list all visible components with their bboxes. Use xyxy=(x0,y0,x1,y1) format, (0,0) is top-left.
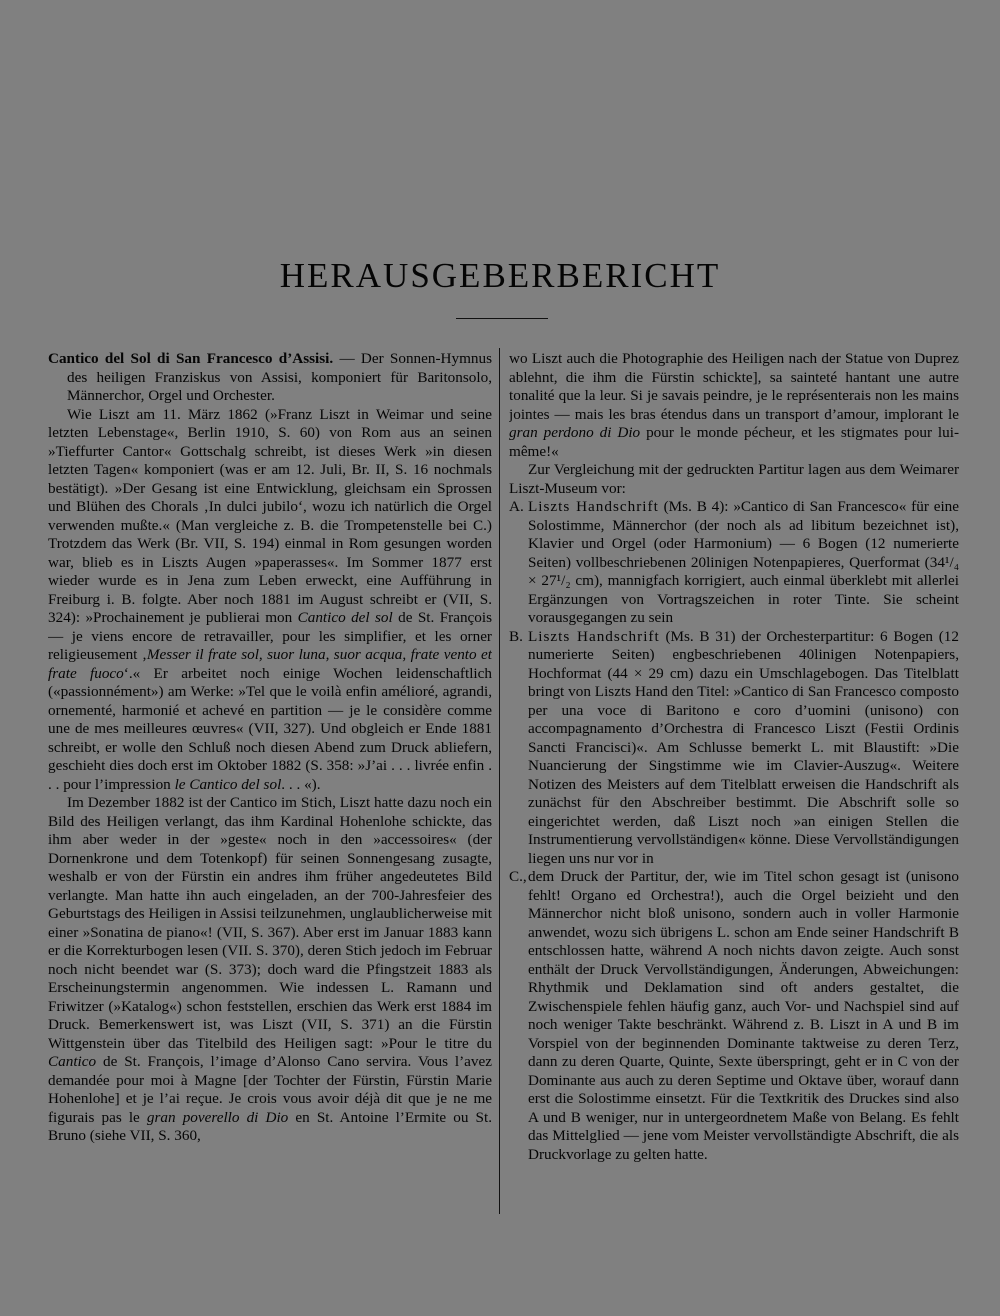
right-column xyxy=(509,350,959,1225)
item-b-text: (Ms. B 31) der Orchesterpartitur: 6 Bogen (12 numerierte Seiten) engbeschriebenen 40linigen Notenpapiers, Hochformat (44 × 29 cm) dazu ein Umschlagebogen. Das Titelblatt bringt von Liszts Hand den Titel: »Cantico di San Francesco composto per una voce di Baritono e coro d’uomini (unisono) con accompagnamento d’Orchestra di Francesco Liszt (Festii Ordinis Sancti Francisci)«. Am Schlusse bemerkt L. mit Blaustift: »Die Nuancierung der Singstimme wie im Clavier-Auszug«. Weitere Notizen des Meisters auf dem Titelblatt erweisen die Handschrift als zunächst für den Abschreiber bestimmt. Die Abschrift solle so eingerichtet werden, daß Liszt noch »an einigen Stellen die Instrumentierung vervollständigen« könne. Diese Vervollständigungen liegen uns nur vor in xyxy=(528,627,959,867)
item-a-text: (Ms. B 4): »Cantico di San Francesco« für eine Solostimme, Männerchor (der noch als ad libitum bezeichnet ist), Klavier und Orgel (oder Harmonium) — 6 Bogen (12 numerierte Seiten) vollbeschriebenen 20linigen Notenpapieres, Querformat (34¹/₄ × 27¹/₂ cm), mannigfach korrigiert, auch einmal überklebt mit allerlei Ergänzungen von Vortragszeichen in roter Tinte. Sie scheint vorausgegangen zu sein xyxy=(528,498,959,626)
title-rule xyxy=(456,318,548,319)
right-paragraph-2: Zur Vergleichung mit der gedruckten Partitur lagen aus dem Weimarer Liszt-Museum vor: xyxy=(509,461,959,497)
italic-title: Cantico del sol xyxy=(297,609,393,626)
section-heading: Cantico del Sol di San Francesco d’Assisi. xyxy=(48,350,334,367)
italic-title-2: le Cantico del sol xyxy=(174,775,282,793)
right-p1-text: wo Liszt auch die Photographie des Heiligen nach der Statue von Duprez ablehnt, die ihm die Fürstin schickte], sa sainteté hantant une autre tonalité que la leur. Si je savais peindre, je le représenterais non les mains jointes — mais les bras étendus dans un transport d’amour, implorant le xyxy=(509,350,959,423)
paragraph-3-text-b: de St. François, l’image d’Alonso Cano servira. Vous l’avez demandée pour moi à Magne [der Tochter der Fürstin, Fürstin Marie Hohenlohe] et je l’ai reçue. Je crois vous avoir déjà dit que je ne me figurais pas le xyxy=(48,1053,492,1126)
item-a-title: Liszts Handschrift xyxy=(528,498,659,515)
page-title: HERAUSGEBERBERICHT xyxy=(279,256,721,295)
paragraph-2-text-d: . . . «). xyxy=(281,775,321,793)
source-item-c xyxy=(509,868,959,1164)
column-divider xyxy=(499,348,500,1214)
item-letter-b: B. xyxy=(509,627,523,645)
italic-poverello: gran poverello di Dio xyxy=(146,1108,289,1126)
paragraph-2-text: Wie Liszt am 11. März 1862 (»Franz Liszt in Weimar und seine letzten Lebenstage«, Berlin 1910, S. 60) von Rom aus an seinen »Tieffurter Cantor« Gottschalg schreibt, ist dieses Werk »in diesen letzten Tagen« komponiert (was er am 12. Juli, Br. II, S. 16 nochmals bestätigt). »Der Gesang ist eine Entwicklung, gleichsam ein Sprossen und Blühen des Chorals ‚In dulci jubilo‘, wozu ich natürlich die Orgel verwenden mußte.« (Man vergleiche z. B. die Trompetenstelle bei C.) Trotzdem das Werk (Br. VII, S. 194) einmal in Rom gesungen worden war, blieb es in Liszts Augen »paperasses«. Im Sommer 1877 erst wieder wurde es in Jena zum Leben erweckt, eine Aufführung in Freiburg i. B. folgte. Aber noch 1881 im August schreibt er (VII, S. 324): »Prochainement je publierai mon xyxy=(48,405,492,626)
paragraph-2-text-b: de St. François — je viens encore de retravailler, pour les simplifier, et les orner religieusement ‚ xyxy=(48,609,492,663)
item-letter-c: C., xyxy=(509,868,527,885)
paragraph-3-text-c: en St. Antoine l’Ermite ou St. Bruno (siehe VII, S. 360, xyxy=(48,1108,492,1144)
source-item-b xyxy=(509,628,959,869)
paragraph-2 xyxy=(48,406,492,795)
italic-cantico: Cantico xyxy=(48,1053,97,1070)
item-letter-a: A. xyxy=(509,498,524,515)
paragraph-3-text: Im Dezember 1882 ist der Cantico im Stich, Liszt hatte dazu noch ein Bild des Heiligen verlangt, das ihm Kardinal Hohenlohe schickte, das ihm aber weder in der »geste« noch in den »accessoires« (der Dornenkrone und dem Totenkopf) für seinen Sonnengesang zusagte, weshalb er von der Fürstin ein andres ihm früher angedeutetes Bild verlangte. Man hatte ihn auch eingeladen, an der 700-Jahresfeier des Geburtstags des Heiligen in Assisi teilzunehmen, unglaublicherweise mit einer »Sonatina de piano«! (VII, S. 367). Aber erst im Januar 1883 kann er die Korrekturbogen lesen (VII. S. 370), deren Stich jedoch im Februar noch nicht beendet war (S. 373); doch ward die Pfingstzeit 1883 als Erscheinungstermin angenommen. Wie indessen L. Ramann und Friwitzer (»Katalog«) schon feststellen, erschien das Werk erst 1884 im Druck. Bemerkenswert ist, was Liszt (VII, S. 371) an die Fürstin Wittgenstein über das Titelbild des Heiligen sagt: »Pour le titre du xyxy=(48,794,492,1052)
right-paragraph-1 xyxy=(509,350,959,461)
italic-perdono: gran perdono di Dio xyxy=(509,424,641,441)
intro-paragraph xyxy=(48,350,492,406)
paragraph-2-text-c: ‘.« Er arbeitet noch einige Wochen leidenschaftlich («passionnément») am Werke: »Tel que le voilà enfin amélioré, agrandi, ornementé, harmonié et achevé en partition — je le considère comme une de mes meilleures œuvres« (VII, 327). Und obgleich er Ende 1881 schreibt, er wolle den Schluß noch diesen Abend zum Druck abliefern, geschieht dies doch erst im Oktober 1882 (S. 358: »J’ai . . . livrée enfin . . . pour l’impression xyxy=(48,664,492,793)
intro-text: — Der Sonnen-Hymnus des heiligen Franziskus von Assisi, komponiert für Baritonsolo, Männerchor, Orgel und Orchester. xyxy=(67,350,492,404)
right-p1-text-b: pour le monde pécheur, et les stigmates pour lui-même!« xyxy=(509,424,959,460)
item-b-title: Liszts Handschrift xyxy=(528,627,660,645)
left-column xyxy=(48,350,492,1225)
item-c-text: dem Druck der Partitur, der, wie im Titel schon gesagt ist (unisono fehlt! Organo ed Orchestra!), auch die Orgel beizieht und den Männerchor nicht bloß unisono, sondern auch in voller Harmonie anwendet, wozu sich übrigens L. schon am Ende seiner Handschrift B entschlossen hatte, während A noch nichts davon zeigte. Auch sonst enthält der Druck Vervollständigungen, Änderungen, Abweichungen: Rhythmik und Deklamation sind oft anders gestaltet, die Zwischenspiele fehlen häufig ganz, auch Vor- und Nachspiel sind auf noch weniger Takte beschränkt. Während z. B. Liszt in A und B im Vorspiel von der beginnenden Dominante taktweise zu deren Terz, dann zu deren Quarte, Quinte, Sexte überspringt, geht er in C von der Dominante aus auch zu deren Septime und Oktave über, worauf dann erst die Solostimme einsetzt. Für die Textkritik des Druckes sind also A und B weniger, nur in untergeordnetem Maße von Belang. Es fehlt das Mittelglied — jene vom Meister vervollständigte Abschrift, die als Druckvorlage zu gelten hatte. xyxy=(528,868,959,1163)
source-item-a xyxy=(509,498,959,628)
paragraph-3 xyxy=(48,794,492,1146)
italic-quote: Messer il frate sol, suor luna, suor acqua, frate vento et frate fuoco xyxy=(48,646,492,682)
